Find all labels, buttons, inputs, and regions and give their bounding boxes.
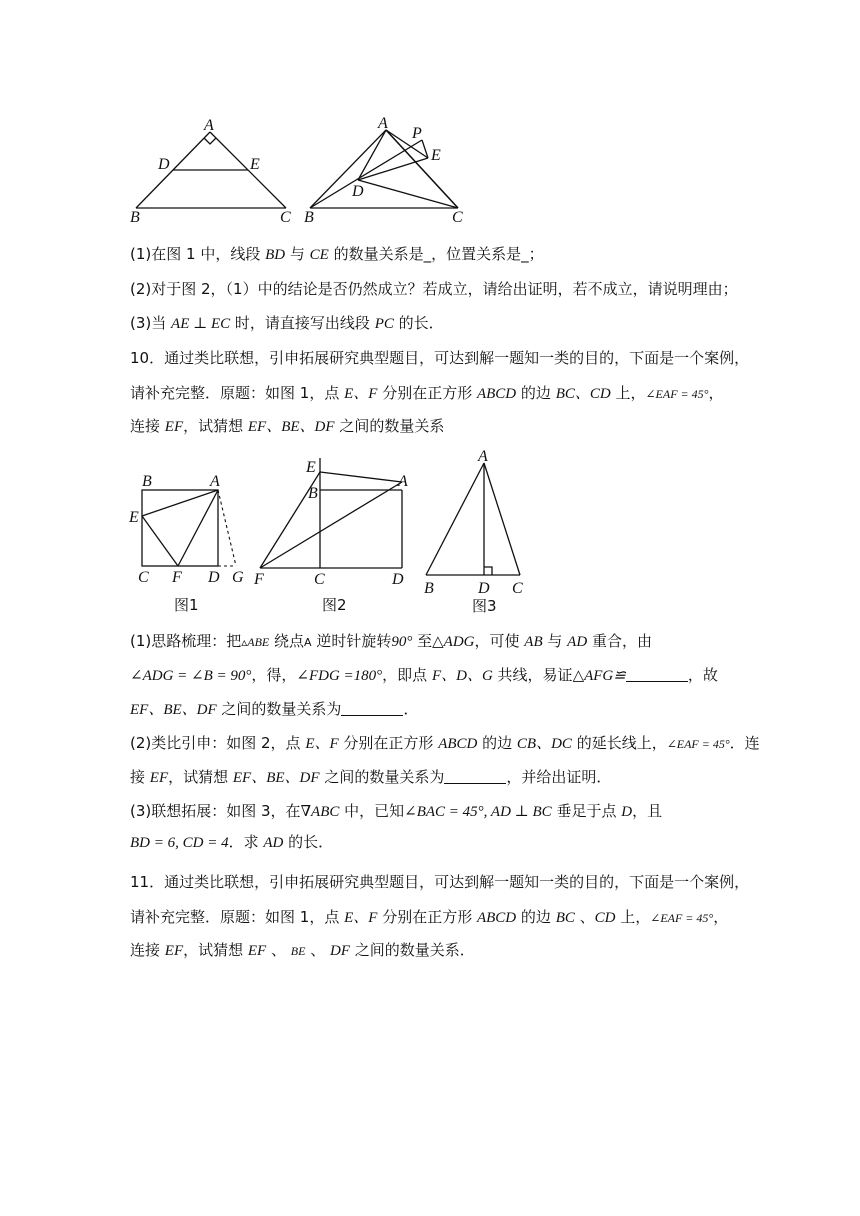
label-D: D (352, 183, 364, 200)
q10-figure-2 (252, 452, 417, 615)
q10-figure-3 (418, 445, 536, 615)
answer-blank[interactable] (341, 701, 403, 716)
q10-line-1: 10．通过类比联想，引申拓展研究典型题目，可达到解一题知一类的目的，下面是一个案例， (130, 349, 750, 367)
caption-fig1: 图1 (174, 596, 199, 614)
label-B: B (142, 473, 152, 490)
q10-s1-line-3: EF、BE、DF 之间的数量关系为 ． (130, 700, 419, 718)
label-C: C (280, 209, 291, 226)
label-C: C (138, 569, 149, 586)
label-B: B (308, 485, 318, 502)
q11-line-1: 11．通过类比联想，引申拓展研究典型题目，可达到解一题知一类的目的，下面是一个案例， (130, 873, 750, 891)
q9-part-3: (3)当 AE ⊥ EC 时，请直接写出线段 PC 的长． (130, 314, 444, 332)
label-A: A (398, 473, 408, 490)
q10-s1-line-2: ∠ADG = ∠B = 90°，得，∠FDG =180°，即点 F、D、G 共线，易证△AFG≌ ，故 (130, 666, 718, 684)
q11-line-2: 请补充完整．原题：如图 1，点 E、F 分别在正方形 ABCD 的边 BC 、CD 上，∠EAF = 45°， (130, 908, 729, 926)
label-P: P (412, 125, 422, 142)
label-A: A (210, 473, 220, 490)
label-E: E (129, 509, 139, 526)
label-C: C (452, 209, 463, 226)
q10-s2-line-1: (2)类比引申：如图 2，点 E、F 分别在正方形 ABCD 的边 CB、DC 的延长线上，∠EAF = 45°．连 (130, 734, 760, 752)
label-E: E (306, 459, 316, 476)
figure-1-triangle (128, 112, 298, 227)
label-D: D (208, 569, 220, 586)
label-F: F (172, 569, 182, 586)
label-B: B (304, 209, 314, 226)
q10-line-2: 请补充完整．原题：如图 1，点 E、F 分别在正方形 ABCD 的边 BC、CD 上，∠EAF = 45°， (130, 384, 724, 402)
label-D: D (158, 156, 170, 173)
caption-fig3: 图3 (472, 597, 497, 615)
label-A: A (204, 117, 214, 134)
q10-s2-line-2: 接 EF，试猜想 EF、BE、DF 之间的数量关系为 ，并给出证明． (130, 768, 612, 786)
caption-fig2: 图2 (322, 596, 347, 614)
q9-part-2: (2)对于图 2，（1）中的结论是否仍然成立？若成立，请给出证明，若不成立，请说明理由； (130, 280, 738, 298)
label-A: A (478, 448, 488, 465)
q9-part-1: (1)在图 1 中，线段 BD 与 CE 的数量关系是_，位置关系是_； (130, 245, 544, 263)
label-F: F (254, 571, 264, 588)
label-E: E (250, 156, 260, 173)
label-E: E (431, 147, 441, 164)
label-B: B (130, 209, 140, 226)
label-G: G (232, 569, 244, 586)
label-A: A (378, 115, 388, 132)
label-D: D (478, 580, 490, 597)
q10-figure-1 (128, 470, 253, 615)
label-C: C (314, 571, 325, 588)
q10-line-3: 连接 EF，试猜想 EF、BE、DF 之间的数量关系 (130, 417, 445, 435)
q10-s3-line-2: BD = 6, CD = 4．求 AD 的长． (130, 833, 334, 851)
figure-2-triangle (298, 112, 473, 227)
label-D: D (392, 571, 404, 588)
q11-line-3: 连接 EF，试猜想 EF 、 BE 、 DF 之间的数量关系． (130, 941, 475, 959)
label-B: B (424, 580, 434, 597)
q10-s1-line-1: (1)思路梳理：把▵ABE 绕点A 逆时针旋转90° 至△ADG，可使 AB 与 AD 重合，由 (130, 632, 652, 650)
q10-s3-line-1: (3)联想拓展：如图 3，在∇ABC 中，已知∠BAC = 45°, AD ⊥ BC 垂足于点 D，且 (130, 802, 663, 820)
answer-blank[interactable] (626, 667, 688, 682)
label-C: C (512, 580, 523, 597)
answer-blank[interactable] (444, 769, 506, 784)
